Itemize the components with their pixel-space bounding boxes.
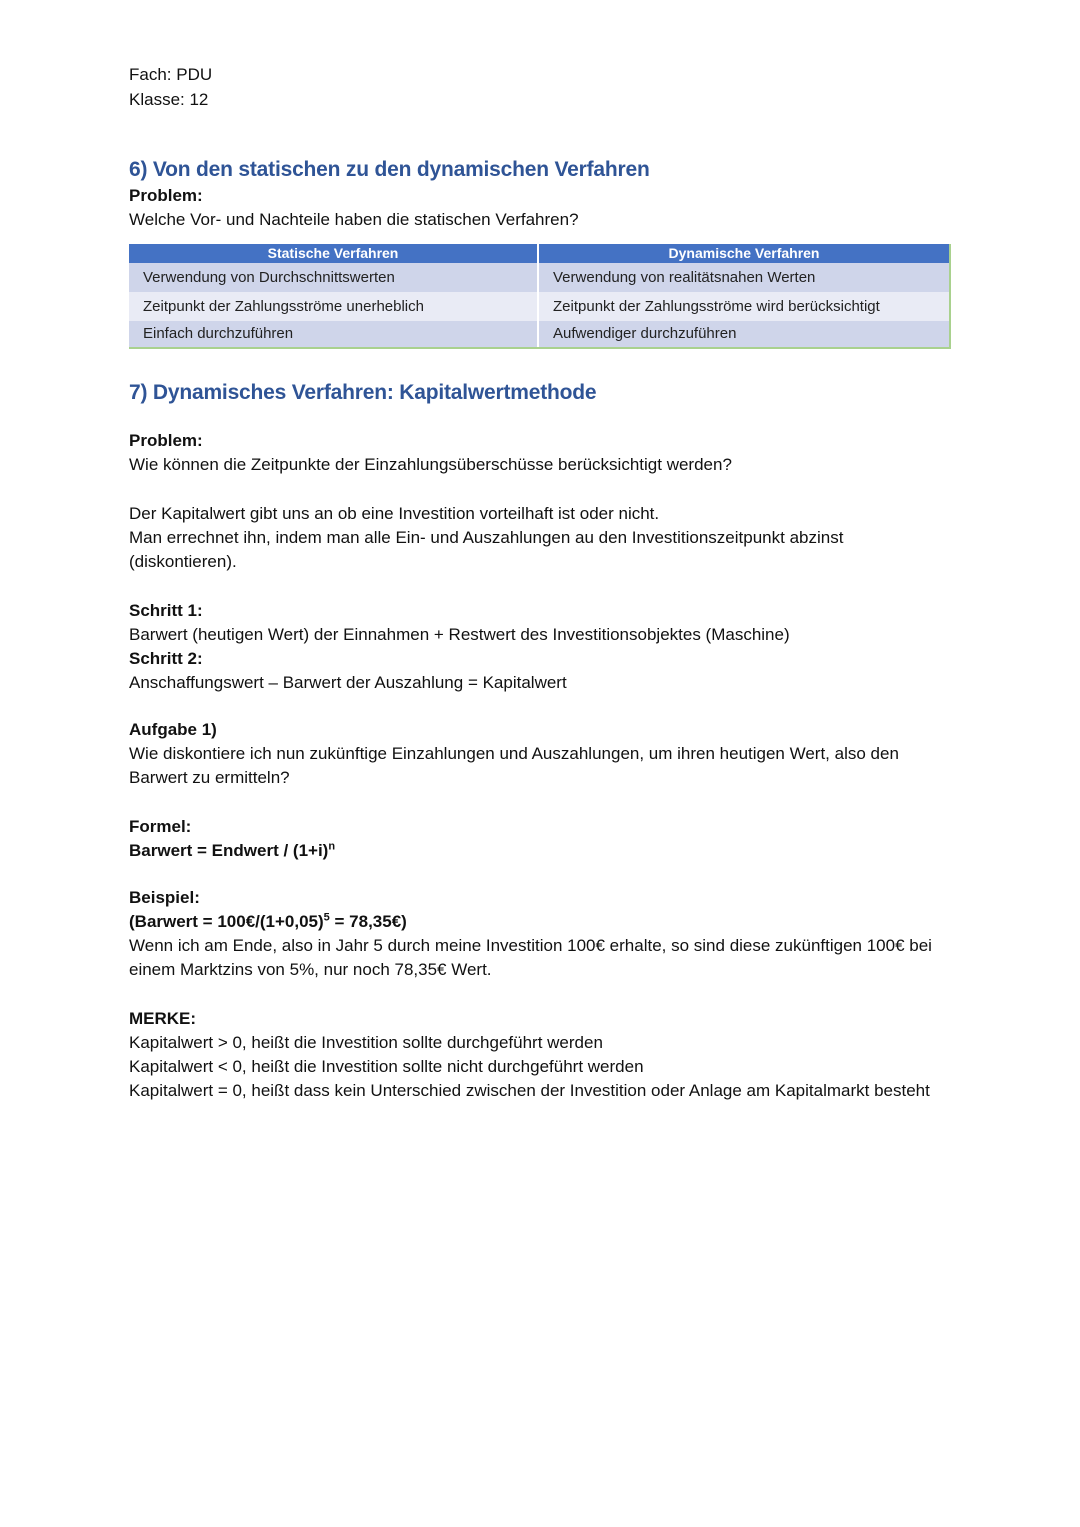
formula-body: Barwert = Endwert / (1+i) <box>129 841 329 860</box>
section-6 <box>129 156 951 349</box>
table-cell: Aufwendiger durchzuführen <box>539 321 949 347</box>
class-line: Klasse: 12 <box>129 90 209 109</box>
section-7-title: 7) Dynamisches Verfahren: Kapitalwertmethode <box>129 381 597 404</box>
merke-label: MERKE: <box>129 1009 197 1028</box>
example-formula <box>129 910 951 934</box>
comparison-table <box>129 244 951 349</box>
section-6-problem-label: Problem: <box>129 186 203 205</box>
task-text: Wie diskontiere ich nun zukünftige Einzahlungen und Auszahlungen, um ihren heutigen Wert, also den Barwert zu ermitteln? <box>129 744 899 787</box>
section-7 <box>129 379 951 1103</box>
step-1-label: Schritt 1: <box>129 601 203 620</box>
table-cell: Zeitpunkt der Zahlungsströme wird berücksichtigt <box>539 292 949 321</box>
intro-text-2: Man errechnet ihn, indem man alle Ein- und Auszahlungen au den Investitionszeitpunkt abzinst (diskontieren). <box>129 528 844 571</box>
section-7-problem-label: Problem: <box>129 431 203 450</box>
example-formula-exponent: 5 <box>323 911 330 924</box>
merke-line-3: Kapitalwert = 0, heißt dass kein Unterschied zwischen der Investition oder Anlage am Kapitalmarkt besteht <box>129 1081 930 1100</box>
table-header-dynamic: Dynamische Verfahren <box>539 244 949 263</box>
example-label: Beispiel: <box>129 888 200 907</box>
intro-text-1: Der Kapitalwert gibt uns an ob eine Investition vorteilhaft ist oder nicht. <box>129 504 660 523</box>
section-6-title: 6) Von den statischen zu den dynamischen Verfahren <box>129 158 650 181</box>
step-2-text: Anschaffungswert – Barwert der Auszahlung = Kapitalwert <box>129 673 567 692</box>
formula-text <box>129 839 951 863</box>
example-formula-result: = 78,35€) <box>329 912 407 931</box>
table-row <box>129 292 949 321</box>
example-text: Wenn ich am Ende, also in Jahr 5 durch meine Investition 100€ erhalte, so sind diese zukünftigen 100€ bei einem Marktzins von 5%, nur noch 78,35€ Wert. <box>129 936 932 979</box>
table-row <box>129 263 949 292</box>
step-2-label: Schritt 2: <box>129 649 203 668</box>
table-cell: Zeitpunkt der Zahlungsströme unerheblich <box>129 292 539 321</box>
table-cell: Verwendung von realitätsnahen Werten <box>539 263 949 292</box>
table-cell: Verwendung von Durchschnittswerten <box>129 263 539 292</box>
formula-exponent: n <box>328 840 336 853</box>
section-6-problem-text: Welche Vor- und Nachteile haben die statischen Verfahren? <box>129 210 579 229</box>
formula-label: Formel: <box>129 817 192 836</box>
merke-line-1: Kapitalwert > 0, heißt die Investition sollte durchgeführt werden <box>129 1033 603 1052</box>
task-label: Aufgabe 1) <box>129 720 217 739</box>
document-header <box>129 62 951 112</box>
step-1-text: Barwert (heutigen Wert) der Einnahmen + Restwert des Investitionsobjektes (Maschine) <box>129 625 790 644</box>
merke-line-2: Kapitalwert < 0, heißt die Investition sollte nicht durchgeführt werden <box>129 1057 644 1076</box>
table-header-row <box>129 244 949 263</box>
section-7-problem-text: Wie können die Zeitpunkte der Einzahlungsüberschüsse berücksichtigt werden? <box>129 455 732 474</box>
table-cell: Einfach durchzuführen <box>129 321 539 347</box>
document-page <box>129 62 951 1103</box>
subject-line: Fach: PDU <box>129 65 213 84</box>
table-header-static: Statische Verfahren <box>129 244 539 263</box>
table-row <box>129 321 949 347</box>
example-formula-body: (Barwert = 100€/(1+0,05) <box>129 912 324 931</box>
